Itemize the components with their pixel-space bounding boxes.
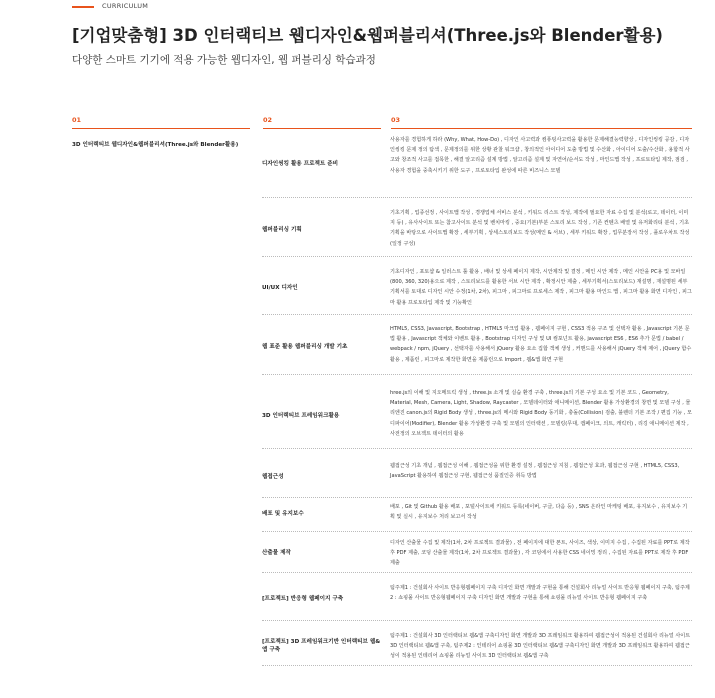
curriculum-row [262,458,692,498]
curriculum-row [262,535,692,573]
curriculum-row [262,628,692,666]
curriculum-row [262,264,692,315]
module-description: 사용자를 경험하게 하라 (Why, What, How-Do) , 디자인 사고력과 컴퓨팅사고력을 활용한 문제해결능력향상 , 디자인씽킹 공감 , 디자인씽킹 문제 정의 탐색 , 문제정의를 위한 상황 관찰 워크샵 , 창의적인 아이디어 도출 방법 및 수산화 , 아이디어 도출/수산화 , 용합적 사고와 창조적 사고를 접목한 , 해결 알고리즘 설계 방법 , 알고리즘 설계 및 자연어/순서도 작성 , 마인드맵 작성 , 프로토타입 제작, 점검 , 사용자 경험을 중축시키기 위한 도구 , 프로토타입 완성에 따른 비즈니스 모델 [390,137,690,174]
page-title: [기업맞춤형] 3D 인터랙티브 웹디자인&웹퍼블리셔(Three.js와 Blender활용) [72,26,663,45]
column-number-1: 01 [72,116,82,124]
column-number-2: 02 [263,116,273,124]
module-name: 3D 인터랙티브 프레임워크활용 [262,412,340,419]
module-name: 웹접근성 [262,473,284,480]
curriculum-row [262,132,692,198]
curriculum-row [262,321,692,375]
module-name: [프로젝트] 3D 프레임워크기반 인터랙티브 웹&앱 구축 [262,638,381,653]
column-divider-2 [263,128,381,129]
module-description: 기초기획 , 업종선정 , 사이트맵 작성 , 경쟁업체 서비스 분석 , 키워드 리스트 작성, 제작에 필요한 자료 수집 및 분석(로고, 데이터, 이미지 등) , 유사사이트 또는 참고사이트 분석 및 벤치마킹 , 중요(기본)부분 스토리 보드 작성 , 기존 컨텐츠 배열 및 유저화리티 분석 , 기초 기획을 바탕으로 사이트맵 확장 , 세부기획 , 상세스토리보드 작성(메인 & 서브) , 세부 키워드 확장 , 업무분장서 작성 , 플로우차트 작성(일정 구성) [390,210,690,247]
section-accent-bar [72,6,94,8]
module-name: 웹 표준 활용 웹퍼블리싱 개발 기초 [262,343,348,350]
module-description: hree.js의 이해 및 지오메트릭 생성 , three.js 소개 및 실습 환경 구축 , three.js의 기본 구성 요소 및 기본 코드 , Geometry, Material, Mesh, Camera, Light, Shadow, Raycaster , 모델데이터와 애니메이션, Blender 활용 가상환경의 창면 및 모델 구성 , 물리엔진 canon.js의 Rigid Body 생성 , three.js의 메시와 Rigid Body 동기화 , 충돌(Collision) 검출, 블렌더 기본 조작 / 편집 기능 , 모디파이어(Modifier), Blender 활용 가상환경 구축 및 모델의 인터랙션 , 모델링(무대, 캡페이크, 의트, 캐릭터) , 리깅 애니메이션 제작 , 사전정의 오브젝트 데이터의 활용 [390,390,692,437]
module-name: 디자인씽킹 활용 프로젝트 준비 [262,160,339,167]
curriculum-row [262,205,692,257]
module-name: 웹퍼블리싱 기획 [262,226,302,233]
module-name: UI/UX 디자인 [262,285,298,292]
curriculum-row [262,580,692,621]
column-divider-3 [391,128,692,129]
module-description: 팀주제1 : 건설회사 사이트 반응형웹페이지 구축 디자인 화면 개발과 구현을 통해 건설회사 리뉴얼 사이트 반응형 웹페이지 구축, 팀주제2 : 쇼핑몰 사이트 반응형웹페이지 구축 디자인 화면 개발과 구현을 통해 쇼핑몰 리뉴얼 사이트 반응형 웹페이지 구축 [390,585,690,602]
module-description: HTML5, CSS3, Javascript, Bootstrap , HTML5 마크업 활용 , 웹페이지 구현 , CSS3 적용 구조 및 선택자 활용 , Javascript 기본 문법 활용 , Javascript 객체와 이벤트 활용 , Bootstrap 디자인 구성 및 UI 컴포넌트 활용, javascript ES6 , ES6 추가 문법 / babel / webpack / npm, jQuery , 선택자를 사용해서 jQuery 활용 요소 집합 객체 생성 , 커맨드를 사용해서 jQuery 객체 제어 , jQuery 함수 활용 , 제품런 , 피그마로 제작한 화면을 제품런으로 Import , 웹&앱 화면 구현 [390,326,692,363]
column-divider-1 [72,128,250,129]
curriculum-row [262,499,692,532]
page-subtitle: 다양한 스마트 기기에 적용 가능한 웹디자인, 웹 퍼블리싱 학습과정 [72,54,376,66]
module-description: 웹접근성 기초 개념 , 웹접근성 이해 , 웹접근성을 위한 환경 설정 , 웹접근성 지침 , 웹접근성 효과, 웹접근성 구현 , HTML5, CSS3, JavaScript 활용하여 웹접근성 구현, 웹접근성 품질인증 취득 방법 [390,463,680,480]
curriculum-row [262,385,692,449]
course-name: 3D 인터랙티브 웹디자인&웹퍼블리셔(Three.js와 Blender활용) [72,142,239,148]
module-description: 배포 , Git 및 Github 활용 배포 , 포털사이트에 키워드 등록(네이버, 구글, 다음 등) , SNS 온라인 마케팅 배포, 유지보수 , 유지보수 기획 및 실시 , 유지보수 처리 보고서 작성 [390,504,688,521]
module-name: [프로젝트] 반응형 웹페이지 구축 [262,596,344,603]
module-name: 배포 및 유지보수 [262,511,304,518]
module-description: 팀주제1 : 건설회사 3D 인터랙티브 웹&앱 구축디자인 화면 개발과 3D 프레임워크 활용하여 웹접근성이 적용된 건설회사 리뉴얼 사이트 3D 인터랙티브 웹&앱 구축, 팀주제2 : 인테리어 쇼핑몰 3D 인터랙티브 웹&앱 구축디자인 화면 개발과 3D 프레임워크 활용하여 웹접근성이 적용된 인테리어 쇼핑몰 리뉴얼 사이트 3D 인터랙티브 웹&앱 구축 [390,633,691,660]
module-name: 산출물 제작 [262,549,291,556]
column-number-3: 03 [391,116,401,124]
module-description: 기초디자인 , 포토샵 & 일러스트 툴 활용 , 배너 및 상세 페이지 제작, 시안제작 및 결정 , 메인 시안 제작 , 메인 시안을 PC용 및 모바일(800, 360, 320)용으로 제작 , 스토리보드를 활용한 서브 시안 제작 , 확정시안 제출 , 세부기획서(스토리보드) 재설명 , 재설명된 세부기획서를 토대로 디자인 시안 수정(1차, 2차), 피그마 , 피그마로 프로세스 제작 , 피그마 활용 마인드 맵 , 피그마 활용 화면 디자인 , 피그마 활용 프로토타입 제작 및 기능확인 [390,269,692,306]
section-label: CURRICULUM [102,2,149,10]
module-description: 디자인 산출물 수집 및 제작(1차, 2차 프로젝트 결과물) , 전 페이지에 대한 폰트, 사이즈, 색상, 이미지 수집 , 수집된 자료를 PPT로 제작 후 PDF 제출, 코딩 산출물 제작(1차, 2차 프로젝트 결과물) , 각 코딩에서 사용한 CSS 네이밍 정리 , 수집된 자료를 PPT로 제작 후 PDF 제출 [390,540,690,567]
